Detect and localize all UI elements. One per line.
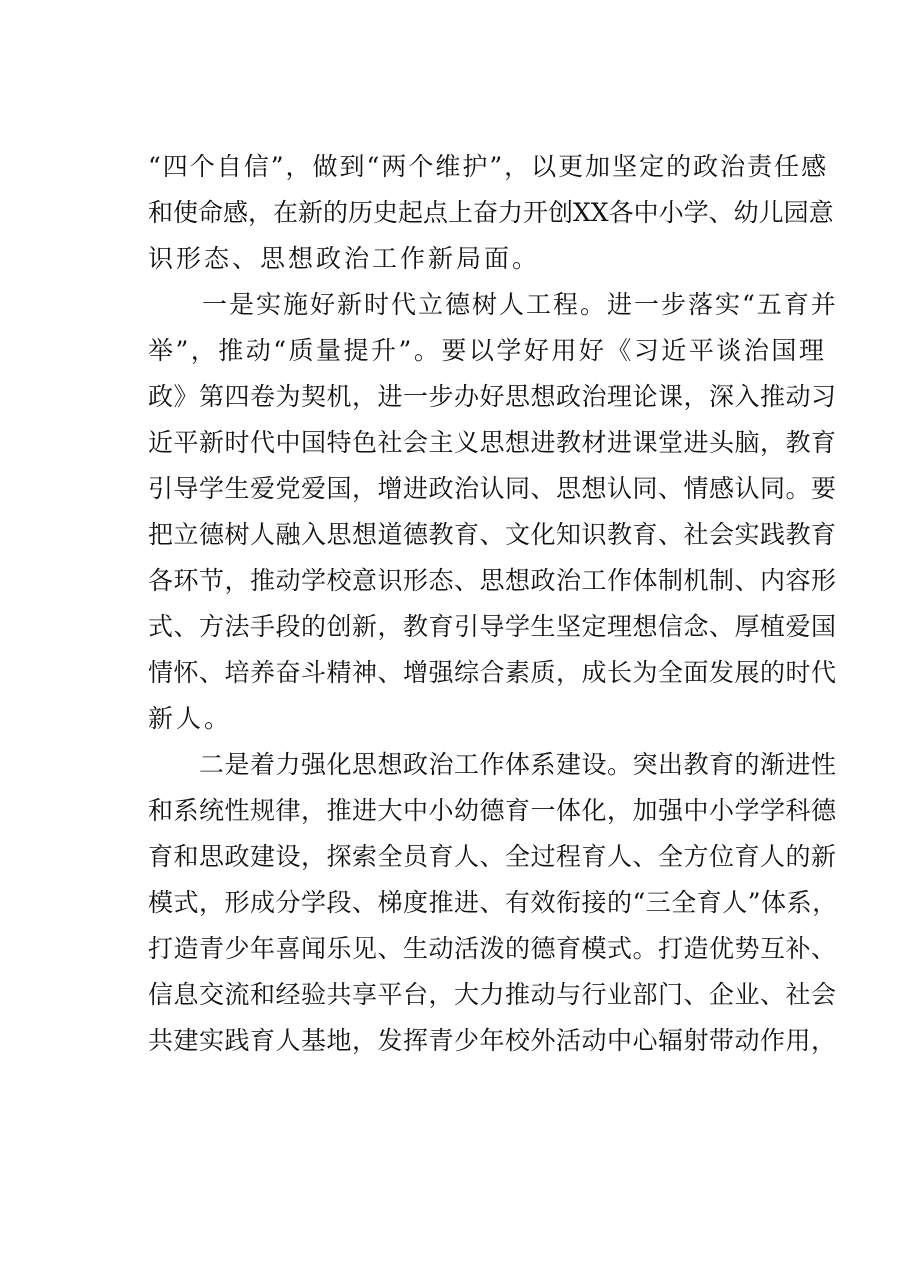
text-line: 共建实践育人基地，发挥青少年校外活动中心辐射带动作用， (148, 1026, 837, 1055)
text-line: 识形态、思想政治工作新局面。 (148, 244, 541, 273)
text-line: 情怀、培养奋斗精神、增强综合素质，成长为全面发展的时代 (148, 658, 837, 687)
text-line: 近平新时代中国特色社会主义思想进教材进课堂进头脑，教育 (148, 428, 837, 457)
text-line: 二是着力强化思想政治工作体系建设。突出教育的渐进性 (148, 750, 837, 779)
text-line: 政》第四卷为契机，进一步办好思想政治理论课，深入推动习 (148, 382, 837, 411)
text-line: 打造青少年喜闻乐见、生动活泼的德育模式。打造优势互补、 (148, 934, 837, 963)
text-line: 新人。 (148, 704, 233, 733)
text-line: 模式，形成分学段、梯度推进、有效衔接的“三全育人”体系， (148, 888, 838, 917)
text-line: 信息交流和经验共享平台，大力推动与行业部门、企业、社会 (148, 980, 837, 1009)
text-line: 育和思政建设，探索全员育人、全过程育人、全方位育人的新 (148, 842, 837, 871)
paragraph-moral-education (148, 282, 838, 742)
paragraph-political-work-system (148, 742, 838, 1064)
text-line: 和系统性规律，推进大中小幼德育一体化，加强中小学学科德 (148, 796, 837, 825)
text-line: 引导学生爱党爱国，增进政治认同、思想认同、情感认同。要 (148, 474, 837, 503)
paragraph-intro (148, 144, 838, 282)
document-body (148, 144, 838, 1064)
text-line: 式、方法手段的创新，教育引导学生坚定理想信念、厚植爱国 (148, 612, 837, 641)
text-line: 举”，推动“质量提升”。要以学好用好《习近平谈治国理 (148, 336, 827, 365)
text-line: 和使命感，在新的历史起点上奋力开创XX各中小学、幼儿园意 (148, 198, 834, 227)
text-line: 把立德树人融入思想道德教育、文化知识教育、社会实践教育 (148, 520, 837, 549)
text-line: 各环节，推动学校意识形态、思想政治工作体制机制、内容形 (148, 566, 837, 595)
text-line: 一是实施好新时代立德树人工程。进一步落实“五育并 (148, 290, 838, 319)
text-line: “四个自信”，做到“两个维护”，以更加坚定的政治责任感 (148, 152, 829, 181)
